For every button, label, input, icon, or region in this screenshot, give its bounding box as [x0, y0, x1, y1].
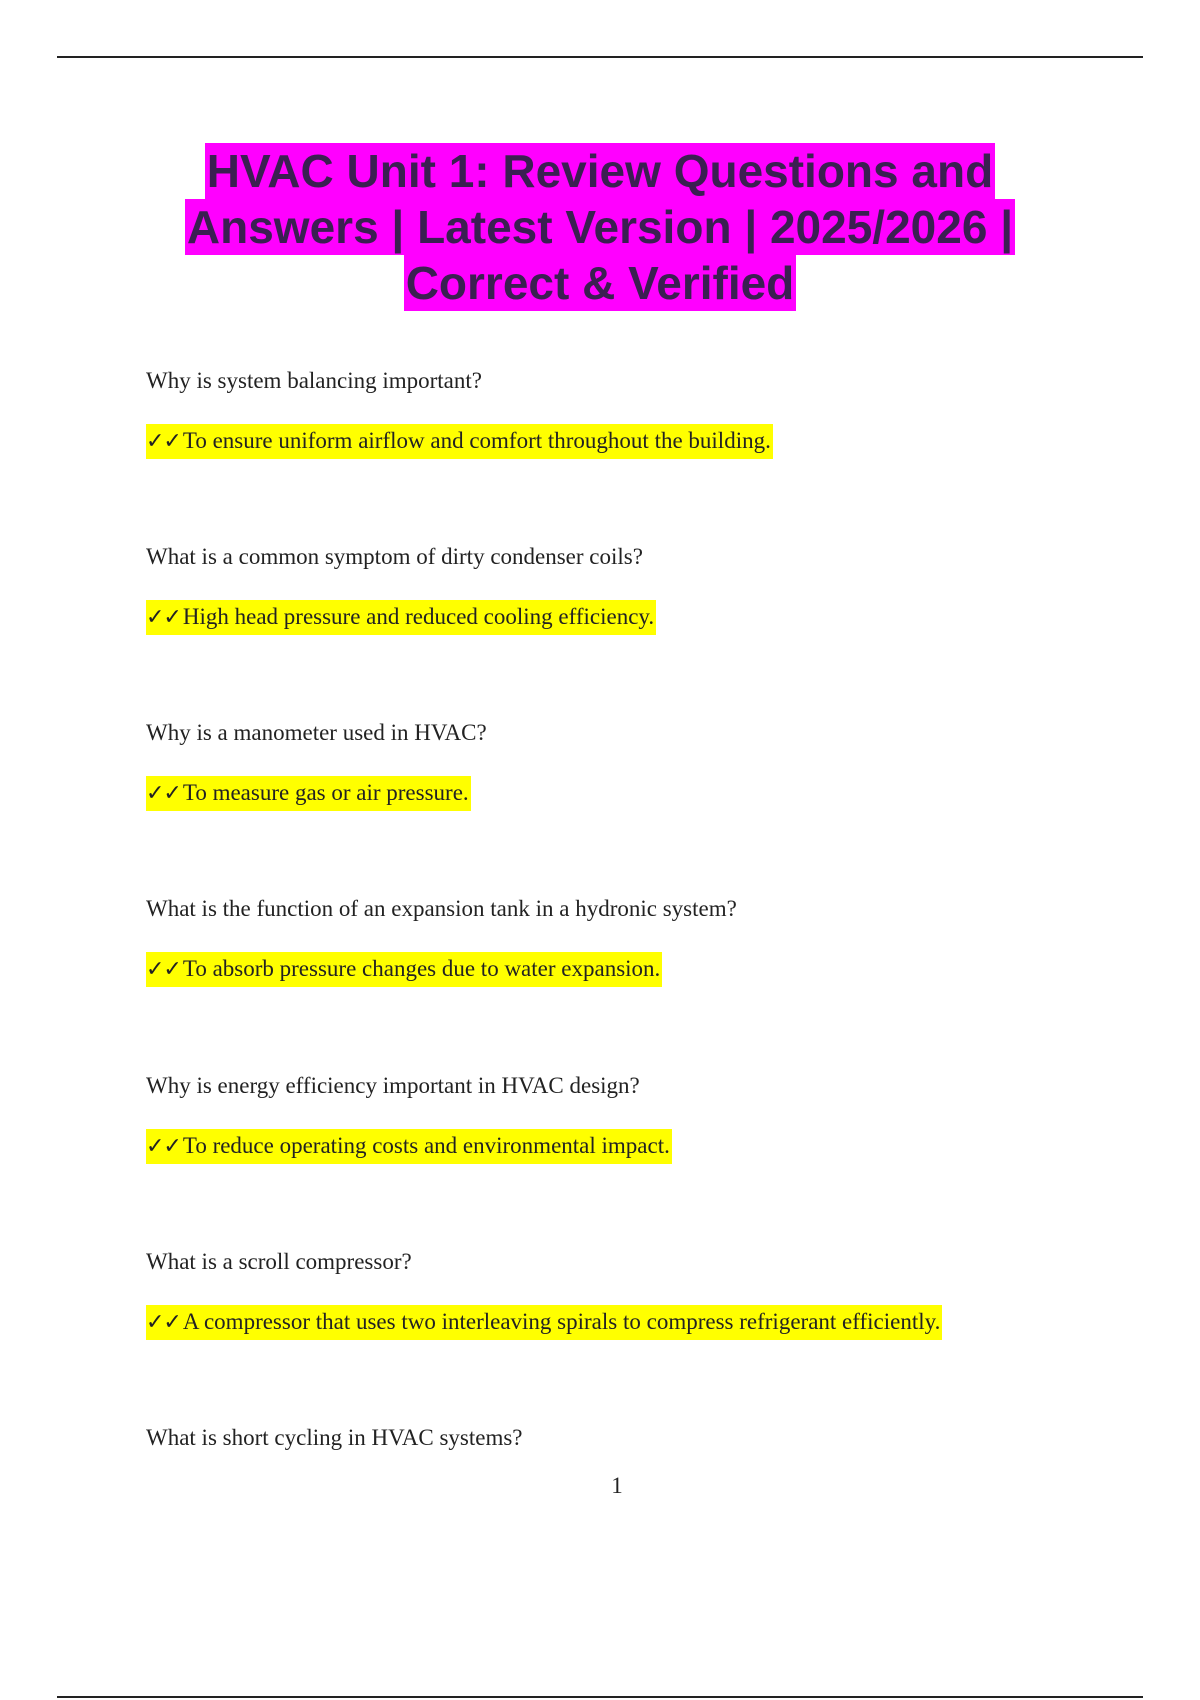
- qa-item-7: [146, 1423, 1146, 1453]
- question-text: What is a scroll compressor?: [146, 1249, 412, 1274]
- question-text: Why is a manometer used in HVAC?: [146, 720, 487, 745]
- double-check-icon: ✓✓: [146, 1310, 181, 1335]
- answer-highlight: [146, 952, 662, 987]
- answer-text: To reduce operating costs and environmental impact.: [182, 1133, 670, 1158]
- qa-item-2: [146, 542, 1146, 635]
- answer-text: High head pressure and reduced cooling efficiency.: [182, 604, 655, 629]
- question-text: Why is system balancing important?: [146, 368, 482, 393]
- answer-text: To ensure uniform airflow and comfort throughout the building.: [182, 428, 771, 453]
- answer-text: To absorb pressure changes due to water expansion.: [182, 956, 661, 981]
- double-check-icon: ✓✓: [146, 429, 181, 454]
- qa-item-6: [146, 1247, 1146, 1340]
- question-text: What is the function of an expansion tank in a hydronic system?: [146, 896, 737, 921]
- qa-item-3: [146, 718, 1146, 811]
- top-rule: [57, 56, 1143, 58]
- double-check-icon: ✓✓: [146, 1134, 181, 1159]
- answer-text: A compressor that uses two interleaving spirals to compress refrigerant efficiently.: [182, 1309, 941, 1334]
- answer-highlight: [146, 1305, 942, 1340]
- double-check-icon: ✓✓: [146, 605, 181, 630]
- answer-highlight: [146, 1129, 672, 1164]
- double-check-icon: ✓✓: [146, 781, 181, 806]
- double-check-icon: ✓✓: [146, 957, 181, 982]
- answer-highlight: [146, 776, 471, 811]
- answer-highlight: [146, 424, 773, 459]
- qa-item-4: [146, 894, 1146, 987]
- document-title: [100, 143, 1100, 311]
- title-line-1: HVAC Unit 1: Review Questions and: [206, 145, 994, 197]
- question-text: What is a common symptom of dirty condenser coils?: [146, 544, 643, 569]
- title-line-3: Correct & Verified: [405, 257, 795, 309]
- question-text: Why is energy efficiency important in HVAC design?: [146, 1073, 640, 1098]
- question-text: What is short cycling in HVAC systems?: [146, 1425, 523, 1450]
- qa-item-5: [146, 1071, 1146, 1164]
- answer-highlight: [146, 600, 656, 635]
- title-line-2: Answers | Latest Version | 2025/2026 |: [186, 201, 1014, 253]
- bottom-rule: [57, 1696, 1143, 1698]
- page-number: 1: [611, 1473, 623, 1498]
- qa-item-1: [146, 366, 1146, 459]
- answer-text: To measure gas or air pressure.: [182, 780, 469, 805]
